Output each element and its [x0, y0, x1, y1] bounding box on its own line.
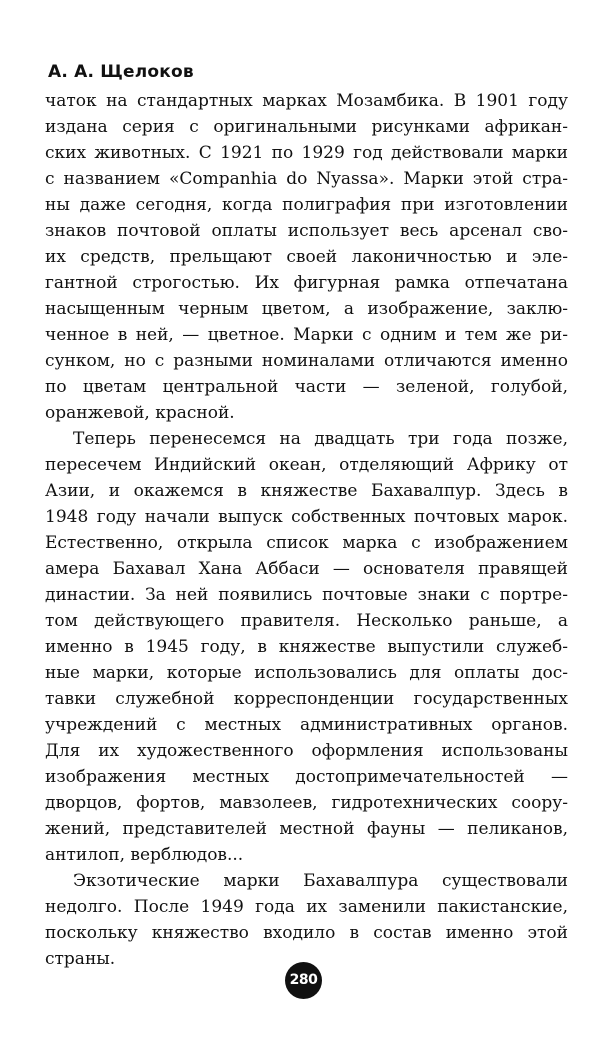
- paragraph: [45, 426, 568, 868]
- text-line: амера Бахавал Хана Аббаси — основателя правящей: [45, 559, 568, 579]
- text-line: династии. За ней появились почтовые знаки с портре-: [45, 585, 568, 605]
- text-line: 1948 году начали выпуск собственных почтовых марок.: [45, 507, 568, 527]
- text-line: пересечем Индийский океан, отделяющий Африку от: [45, 455, 568, 475]
- text-line: оранжевой, красной.: [45, 403, 235, 423]
- text-line: Экзотические марки Бахавалпура существовали: [73, 871, 568, 891]
- text-line: Теперь перенесемся на двадцать три года позже,: [73, 429, 568, 449]
- text-line: с названием «Companhia do Nyassa». Марки этой стра-: [45, 169, 568, 189]
- text-line: антилоп, верблюдов...: [45, 845, 244, 865]
- text-line: дворцов, фортов, мавзолеев, гидротехнических соору-: [45, 793, 568, 813]
- body-text: [45, 88, 568, 972]
- text-line: по цветам центральной части — зеленой, голубой,: [45, 377, 568, 397]
- text-line: учреждений с местных административных органов.: [45, 715, 568, 735]
- text-line: издана серия с оригинальными рисунками африкан-: [45, 117, 568, 137]
- text-line: Азии, и окажемся в княжестве Бахавалпур. Здесь в: [45, 481, 568, 501]
- text-line: изображения местных достопримечательностей —: [45, 767, 568, 787]
- text-line: недолго. После 1949 года их заменили пакистанские,: [45, 897, 568, 917]
- page-number: 280: [285, 962, 322, 999]
- text-line: Естественно, открыла список марка с изображением: [45, 533, 568, 553]
- text-line: Для их художественного оформления использованы: [45, 741, 568, 761]
- text-line: насыщенным черным цветом, а изображение, заклю-: [45, 299, 568, 319]
- text-line: ные марки, которые использовались для оплаты дос-: [45, 663, 568, 683]
- text-line: ны даже сегодня, когда полиграфия при изготовлении: [45, 195, 568, 215]
- text-line: тавки служебной корреспонденции государственных: [45, 689, 568, 709]
- text-line: именно в 1945 году, в княжестве выпустили служеб-: [45, 637, 568, 657]
- text-line: ских животных. С 1921 по 1929 год действовали марки: [45, 143, 568, 163]
- text-line: знаков почтовой оплаты использует весь арсенал сво-: [45, 221, 568, 241]
- text-line: сунком, но с разными номиналами отличаются именно: [45, 351, 568, 371]
- running-header-author: А. А. Щелоков: [48, 62, 194, 82]
- text-line: их средств, прельщают своей лаконичностью и эле-: [45, 247, 568, 267]
- text-line: страны.: [45, 949, 116, 969]
- text-line: поскольку княжество входило в состав именно этой: [45, 923, 568, 943]
- text-line: ченное в ней, — цветное. Марки с одним и тем же ри-: [45, 325, 568, 345]
- text-line: жений, представителей местной фауны — пеликанов,: [45, 819, 568, 839]
- paragraph: [45, 88, 568, 426]
- text-line: гантной строгостью. Их фигурная рамка отпечатана: [45, 273, 568, 293]
- text-line: том действующего правителя. Несколько раньше, а: [45, 611, 568, 631]
- text-line: чаток на стандартных марках Мозамбика. В 1901 году: [45, 91, 568, 111]
- paragraph: [45, 868, 568, 972]
